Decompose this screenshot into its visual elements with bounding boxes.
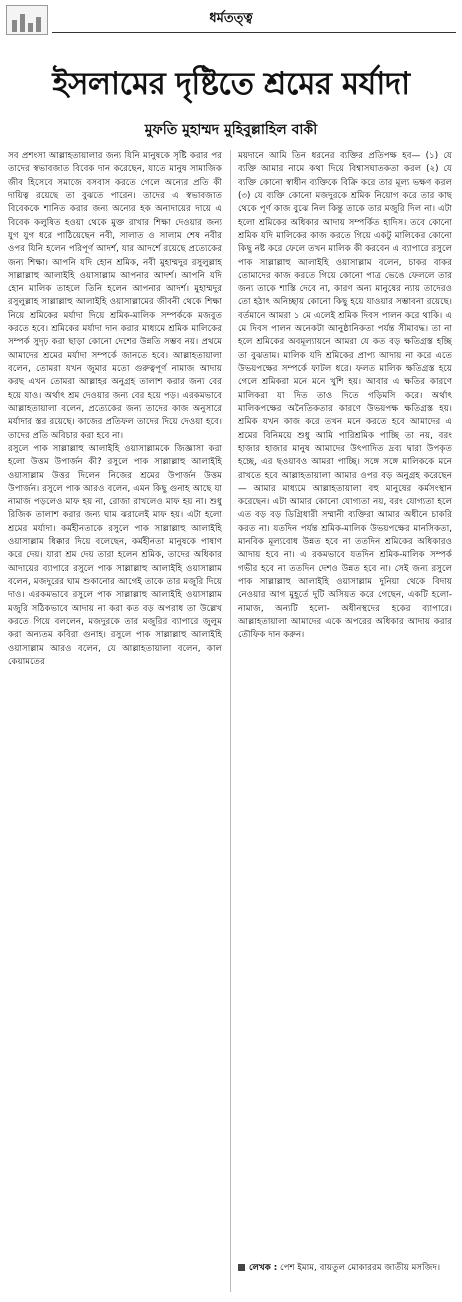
page-header	[0, 0, 462, 38]
headline: ইসলামের দৃষ্টিতে শ্রমের মর্যাদা	[52, 65, 410, 102]
paragraph: রসুলে পাক সাল্লাল্লাহু আলাইহি ওয়াসাল্লামকে জিজ্ঞাসা করা হলো উত্তম উপার্জন কী? রসুলে পাক সাল্লাল্লাহু আলাইহি ওয়াসাল্লাম উত্তর দিলেন নিজের শ্রমের উপার্জন উত্তম উপার্জন। রসুলে পাক আরও বলেন, এমন কিছু গুনাহ আছে যা নামাজ পড়লেও মাফ হয় না, রোজা রাখলেও মাফ হয় না। শুধু রিজিক তালাশ করার জন্য ঘাম ঝরালেই মাফ হয়। এটা হলো শ্রমের মর্যাদা। কর্মহীনতাকে রসুলে পাক সাল্লাল্লাহু আলাইহি ওয়াসাল্লাম ধিক্কার দিয়ে বলেছেন, কর্মহীনতা মানুষকে পাষাণ করে দেয়। যারা শ্রম দেয় তারা হলেন শ্রমিক, তাদের অধিকার আদায়ের ব্যাপারে রসুলে পাক সাল্লাল্লাহু আলাইহি ওয়াসাল্লাম বলেন, মজদুরের ঘাম শুকানোর আগেই তাকে তার মজুরি দিয়ে দাও। এরকমভাবে রসুলে পাক সাল্লাল্লাহু আলাইহি ওয়াসাল্লাম মজুরি সঠিকভাবে আদায় না করা কত বড় অপরাধ তা উল্লেখ করতে গিয়ে বললেন, মজদুরকে তার মজুরির ব্যাপারে জুলুম করা অন্যতম কবিরা গুনাহ। রসুলে পাক সাল্লাল্লাহু আলাইহি ওয়াসাল্লাম আরও বলেন, যে আল্লাহতায়ালা বলেন, কাল কেয়ামতের	[8, 443, 222, 667]
paragraph: সব প্রশংসা আল্লাহতায়ালার জন্য যিনি মানুষকে সৃষ্টি করার পর তাদের স্বভাবজাত বিবেক দান করেছেন, যাতে মানুষ সামাজিক জীব হিসেবে সমাজে বসবাস করতে গেলে অন্যের প্রতি কী দায়িত্ব রয়েছে তা বুঝতে পারেন। তাদের এ স্বভাবজাত বিবেককে শানিত করার জন্য অন্যের হক অনাদায়ের দায়ে এ বিবেক কলুষিত হওয়া থেকে মুক্ত রাখার শিক্ষা দেওয়ার জন্য যুগ যুগ ধরে পাঠিয়েছেন নবী, সালাত ও সালাম শেষ নবীর ওপর যিনি হলেন পরিপূর্ণ আদর্শ, যার আদর্শে রয়েছে প্রত্যেকের জন্য শিক্ষা। আপনি যদি হোন শ্রমিক, নবী মুহাম্মদুর রসুলুল্লাহ সাল্লাল্লাহু আলাইহি ওয়াসাল্লাম আপনার আদর্শ। আপনি যদি হোন মালিক তাহলে তিনি হলেন আপনার আদর্শ। মুহাম্মদুর রসুলুল্লাহ সাল্লাল্লাহু আলাইহি ওয়াসাল্লামের জীবনী থেকে শিক্ষা নিয়ে শ্রমিকের মর্যাদা দিয়ে শ্রমিক-মালিক সম্পর্ককে মজবুত করতে হবে। শ্রমিকের মর্যাদা দান করার মাধ্যমে শ্রমিক মালিকের সম্পর্ক সুদৃঢ় করা ছাড়া কোনো দেশের উন্নতি সম্ভব নয়। প্রথমে আমাদের শ্রমের মর্যাদা সম্পর্কে জানতে হবে। আল্লাহতায়ালা বলেন, তোমরা যখন জুমার মতো গুরুত্বপূর্ণ নামাজ আদায় করছ এখন তোমরা আল্লাহর অনুগ্রহ তালাশ করার জন্য বের হয়ে যাও। অর্থাৎ শ্রম দেওয়ার জন্য বের হয়ে পড়। এরকমভাবে আল্লাহতায়ালা বলেন, প্রত্যেকের জন্য তাদের কাজ অনুসারে মর্যাদার স্তর রয়েছে। কাজের প্রতিফল তাদের দিয়ে দেওয়া হবে। তাদের প্রতি অবিচার করা হবে না।	[8, 151, 222, 441]
header-divider	[52, 32, 456, 33]
author-note	[238, 1262, 452, 1274]
byline: মুফতি মুহাম্মদ মুহিবুল্লাহিল বাকী	[144, 122, 318, 138]
article-column-left	[8, 150, 222, 1292]
author-note-label: লেখক :	[249, 1263, 278, 1273]
section-label: ধর্মতত্ত্ব	[209, 11, 253, 26]
author-note-text: পেশ ইমাম, বায়তুল মোকাররম জাতীয় মসজিদ।	[280, 1263, 441, 1273]
bullet-square-icon	[238, 1264, 245, 1271]
column-divider	[230, 150, 231, 1292]
article-column-right	[238, 150, 452, 1292]
section-logo-icon	[6, 5, 48, 35]
paragraph: ময়দানে আমি তিন ধরনের ব্যক্তির প্রতিপক্ষ হব— (১) যে ব্যক্তি আমার নামে কথা দিয়ে বিশ্বাসঘাতকতা করল (২) যে ব্যক্তি কোনো স্বাধীন ব্যক্তিকে বিক্রি করে তার মূল্য ভক্ষণ করল (৩) যে ব্যক্তি কোনো মজদুরকে শ্রমিক নিয়োগ করে তার কাছ থেকে পূর্ণ কাজ বুঝে নিল কিন্তু তাকে তার মজুরি দিল না। এটা হলো শ্রমিকের অধিকার আদায় সম্পর্কিত হাদিস। তবে কোনো শ্রমিক যদি মালিকের কাজ করতে গিয়ে একটু মালিকের কোনো কিছু নষ্ট করে ফেলে তখন মালিক কী করবেন এ ব্যাপারে রসুলে পাক সাল্লাল্লাহু আলাইহি ওয়াসাল্লাম বলেন, চাকর বাকর তোমাদের কাজ করতে গিয়ে কোনো পাত্র ভেঙে ফেললে তার জন্য তাকে শাস্তি দেবে না, কারণ অন্য মানুষের ন্যায় তাদেরও তো হঠাৎ অনিচ্ছায় কোনো কিছু হয়ে যাওয়ার সম্ভাবনা রয়েছে। বর্তমানে আমরা ১ মে এলেই শ্রমিক দিবস পালন করে থাকি। এ মে দিবস পালন অনেকটা আনুষ্ঠানিকতা পর্যন্ত সীমাবদ্ধ। তা না হলে শ্রমিকের অবমূল্যায়নে আমরা যে কত বড় ক্ষতিগ্রস্ত হচ্ছি তা বুঝতাম। মালিক যদি শ্রমিকের প্রাপ্য আদায় না করে এতে উভয়পক্ষের সম্পর্কে ফাটল ধরে। ফলত মালিক ক্ষতিগ্রস্ত হয়ে গেলে শ্রমিকরা মনে মনে খুশি হয়। আবার এ ক্ষতির কারণে মালিকরা যা দিত তাও দিতে গড়িমসি করে। অর্থাৎ মালিকপক্ষের অনৈতিকতার কারণে উভয়পক্ষ ক্ষতিগ্রস্ত হয়। শ্রমিক যখন কাজ করে তখন মনে করতে হবে আমাদের এ শ্রমের বিনিময়ে শুধু আমি পারিশ্রমিক পাচ্ছি তা নয়, বরং হাজার হাজার মানুষ আমাদের উৎপাদিত দ্রব্য দ্বারা উপকৃত হচ্ছে, এর ছওয়াবও আমরা পাচ্ছি। সঙ্গে সঙ্গে মালিককে মনে রাখতে হবে আল্লাহতায়ালা আমার ওপর বড় অনুগ্রহ করেছেন— আমার মাধ্যমে আল্লাহতায়ালা বহু মানুষের কর্মসংস্থান করেছেন। এটা আমার কোনো যোগ্যতা নয়, বরং যোগ্যতা হলে এত বড় বড় ডিগ্রিধারী সম্মানী ব্যক্তিরা আমার অধীনে চাকরি করত না। যতদিন পর্যন্ত শ্রমিক-মালিক উভয়পক্ষের মানসিকতা, মানবিক মূল্যবোধ উন্নত হবে না ততদিন শ্রমিকের অধিকারও আদায় হবে না। এ রকমভাবে যতদিন শ্রমিক-মালিক সম্পর্ক গভীর হবে না ততদিন দেশও উন্নত হবে না। সেই জন্য রসুলে পাক সাল্লাল্লাহু আলাইহি ওয়াসাল্লাম দুনিয়া থেকে বিদায় নেওয়ার আগ মুহূর্তে দুটি অসিয়ত করে গেছেন, একটি হলো- নামাজ, অন্যটি হলো- অধীনস্থদের হকের ব্যাপারে। আল্লাহতায়ালা আমাদের একে অপরের অধিকার আদায় করার তৌফিক দান করুন।	[238, 151, 452, 641]
